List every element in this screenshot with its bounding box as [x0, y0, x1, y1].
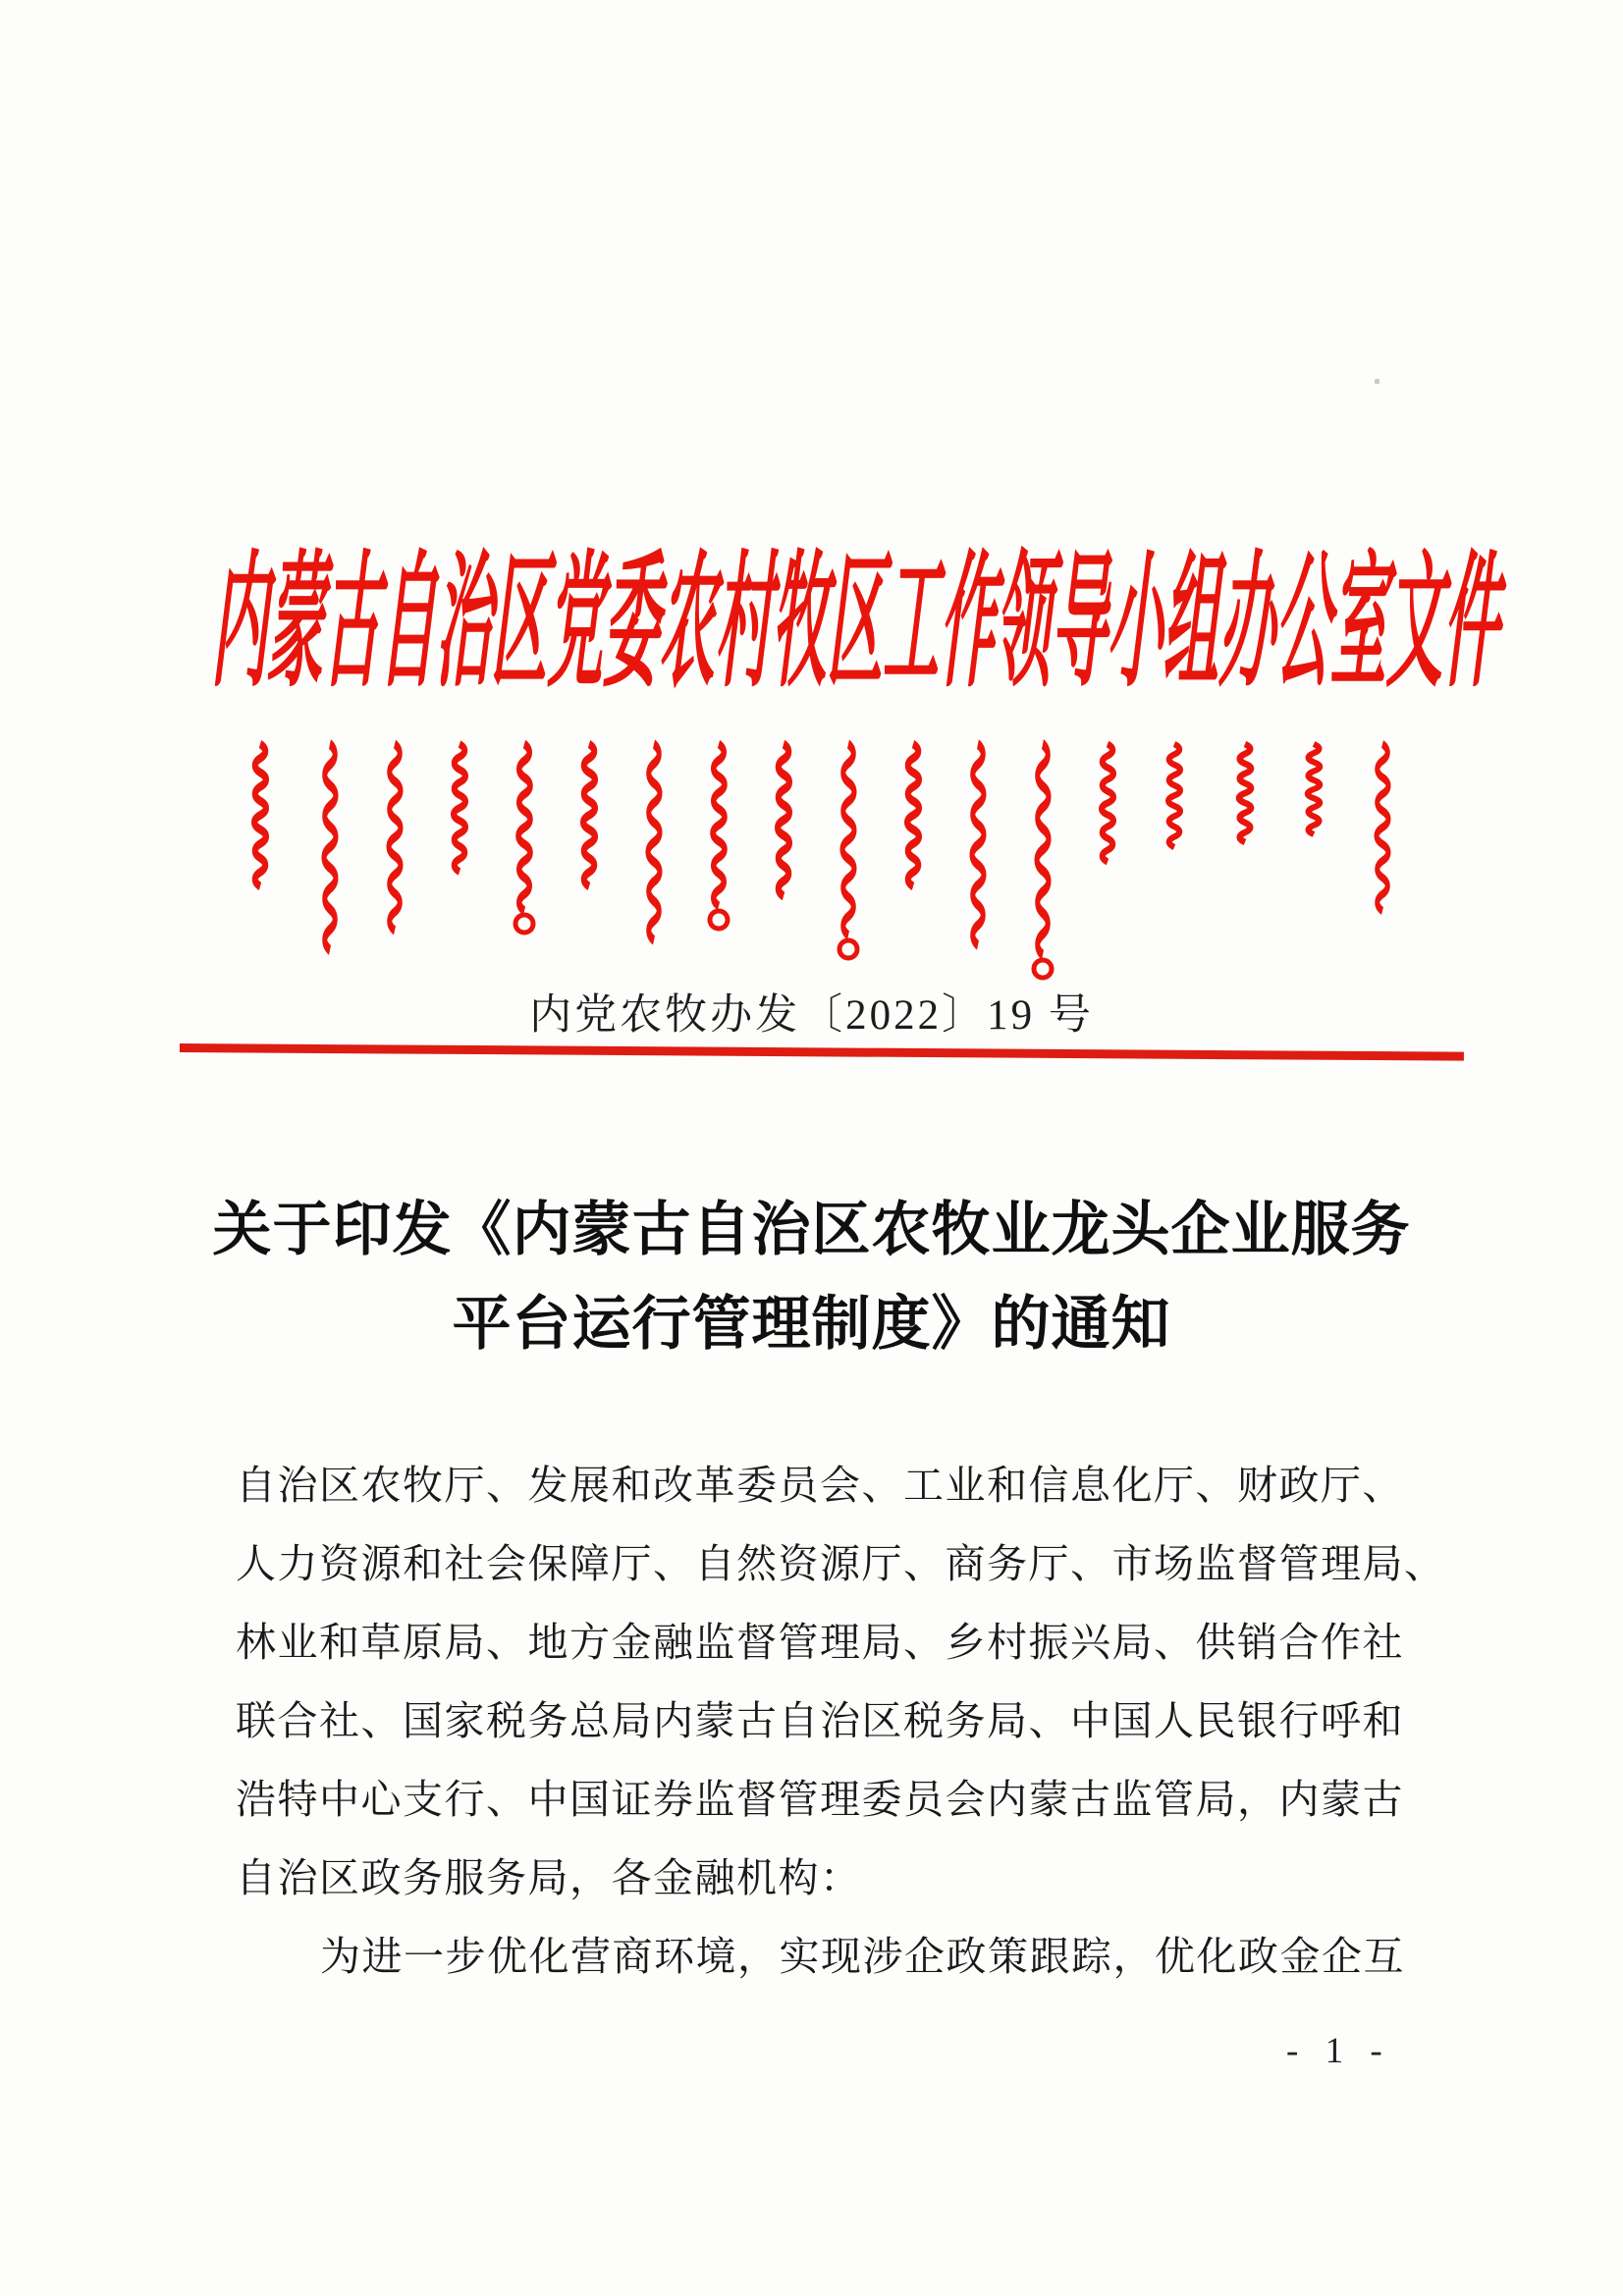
- notice-title: [0, 1183, 1623, 1371]
- notice-title-line2: 平台运行管理制度》的通知: [452, 1292, 1171, 1357]
- recipients-line: 联合社、国家税务总局内蒙古自治区税务局、中国人民银行呼和: [236, 1698, 1404, 1743]
- red-header-org-title: 内蒙古自治区党委农村牧区工作领导小组办公室文件: [206, 544, 1514, 707]
- page-number: - 1 -: [1286, 2031, 1391, 2071]
- red-separator-line: [180, 1043, 1464, 1061]
- document-number: 内党农牧办发〔2022〕19 号: [529, 992, 1094, 1039]
- notice-body: [236, 1446, 1446, 1996]
- notice-title-line1: 关于印发《内蒙古自治区农牧业龙头企业服务: [212, 1198, 1411, 1262]
- recipients-line: 人力资源和社会保障厅、自然资源厅、商务厅、市场监督管理局、: [236, 1541, 1446, 1586]
- recipients-line: 浩特中心支行、中国证券监督管理委员会内蒙古监管局，内蒙古: [236, 1777, 1404, 1822]
- recipients-line: 自治区农牧厅、发展和改革委员会、工业和信息化厅、财政厅、: [236, 1463, 1404, 1508]
- mongolian-script-icon: [0, 738, 1623, 1003]
- recipients-line: 自治区政务服务局，各金融机构：: [236, 1855, 862, 1900]
- recipients-line: 林业和草原局、地方金融监督管理局、乡村振兴局、供销合作社: [236, 1620, 1404, 1665]
- scan-speck: [1375, 379, 1380, 384]
- opening-paragraph-line: 为进一步优化营商环境，实现涉企政策跟踪，优化政金企互: [320, 1934, 1405, 1979]
